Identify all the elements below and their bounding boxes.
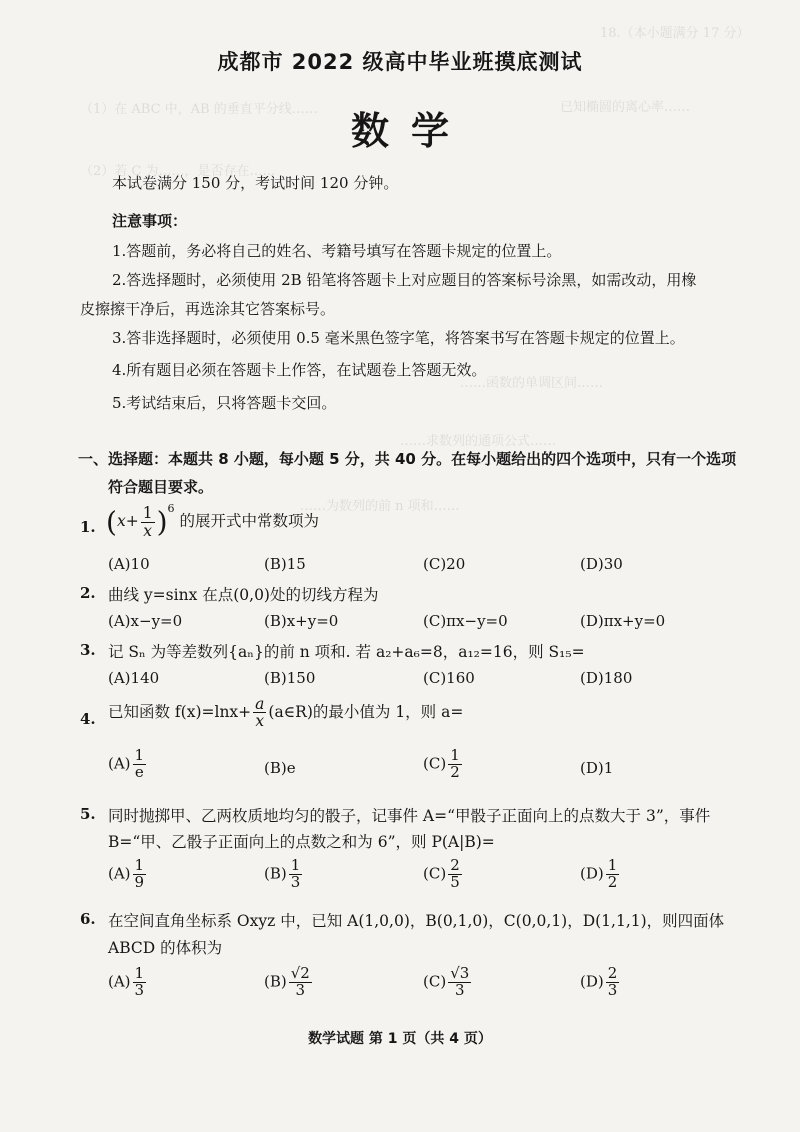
notice-item: 皮擦擦干净后，再选涂其它答案标号。	[80, 300, 336, 318]
bleed-through-text: ……函数的单调区间……	[460, 376, 604, 391]
question-3-stem: 记 Sₙ 为等差数列{aₙ}的前 n 项和. 若 a₂+a₆=8，a₁₂=16，则 S₁₅=	[108, 643, 585, 661]
option-b: (B) $\frac{1}{3}$	[264, 856, 301, 891]
option-b: (B)15	[264, 555, 306, 573]
question-number: 2.	[80, 584, 96, 602]
exam-info: 本试卷满分 150 分，考试时间 120 分钟。	[112, 174, 399, 192]
page-footer: 数学试题 第 1 页（共 4 页）	[308, 1031, 492, 1047]
option-d: (D)30	[580, 555, 623, 573]
question-number: 6.	[80, 910, 96, 928]
question-5-line1: 同时抛掷甲、乙两枚质地均匀的骰子，记事件 A=“甲骰子正面向上的点数大于 3”，事件	[108, 807, 711, 825]
fraction-numerator: a	[255, 695, 265, 713]
option-c: (C)20	[423, 555, 466, 573]
fraction	[253, 696, 266, 730]
option-a: (A)10	[108, 555, 150, 573]
option-c: (C)160	[423, 669, 475, 687]
section-heading-cont: 符合题目要求。	[108, 478, 214, 496]
option-c: (C) $\frac{√3}{3}$	[423, 964, 470, 999]
fraction-denominator: x	[143, 521, 152, 540]
option-c: (C) $\frac{2}{5}$	[423, 856, 460, 891]
option-a: (A) $\frac{1}{3}$	[108, 964, 145, 999]
bleed-through-text: ……求数列的通项公式……	[400, 434, 557, 449]
option-d: (D)180	[580, 669, 633, 687]
option-d: (D) $\frac{2}{3}$	[580, 964, 618, 999]
question-6-line1: 在空间直角坐标系 Oxyz 中，已知 A(1,0,0)，B(0,1,0)，C(0,0,1)，D(1,1,1)，则四面体	[108, 912, 725, 930]
option-a: (A)140	[108, 669, 160, 687]
notice-item: 1.答题前，务必将自己的姓名、考籍号填写在答题卡规定的位置上。	[112, 242, 562, 260]
fraction-denominator: x	[255, 712, 265, 731]
notice-item: 3.答非选择题时，必须使用 0.5 毫米黑色签字笔，将答案书写在答题卡规定的位置上。	[112, 329, 685, 347]
question-4-stem	[108, 696, 463, 730]
notice-item: 5.考试结束后，只将答题卡交回。	[112, 394, 337, 412]
fraction-numerator: 1	[142, 504, 153, 523]
notice-heading: 注意事项：	[112, 212, 188, 230]
option-c: (C) $\frac{1}{2}$	[423, 746, 460, 781]
question-1-stem	[106, 502, 319, 539]
notice-item: 4.所有题目必须在答题卡上作答，在试题卷上答题无效。	[112, 361, 487, 379]
exponent: 6	[167, 502, 175, 515]
exam-title: 成都市 2022 级高中毕业班摸底测试	[217, 50, 583, 74]
option-b: (B) $\frac{√2}{3}$	[264, 964, 310, 999]
option-b: (B)e	[264, 759, 296, 777]
paren-close: )	[156, 505, 168, 539]
bleed-through-text: （2）若 C 为……，是否存在……	[80, 164, 276, 179]
math-op: +	[125, 512, 139, 530]
option-b: (B)x+y=0	[264, 612, 339, 630]
fraction	[141, 505, 155, 539]
section-heading: 一、选择题：本题共 8 小题，每小题 5 分，共 40 分。在每小题给出的四个选项中，只有一个选项	[78, 450, 737, 468]
math-var: x	[116, 512, 126, 530]
bleed-through-text: 18.（本小题满分 17 分）	[600, 26, 750, 41]
question-text: (a∈R)的最小值为 1，则 a=	[268, 702, 464, 721]
question-number: 5.	[80, 805, 96, 823]
bleed-through-text: ……为数列的前 n 项和……	[300, 499, 460, 514]
bleed-through-text: 已知椭圆的离心率……	[560, 100, 691, 115]
question-number: 3.	[80, 641, 96, 659]
bleed-through-text: （1）在 ABC 中，AB 的垂直平分线……	[80, 102, 318, 117]
option-a: (A) $\frac{1}{9}$	[108, 856, 145, 891]
question-2-stem: 曲线 y=sinx 在点(0,0)处的切线方程为	[108, 586, 379, 604]
question-text: 已知函数 f(x)=lnx+	[108, 702, 252, 721]
subject-title: 数学	[350, 109, 471, 153]
notice-item: 2.答选择题时，必须使用 2B 铅笔将答题卡上对应题目的答案标号涂黑，如需改动，用橡	[112, 271, 697, 289]
question-6-line2: ABCD 的体积为	[108, 939, 223, 957]
question-5-line2: B=“甲、乙骰子正面向上的点数之和为 6”，则 P(A|B)=	[108, 833, 495, 851]
option-a: (A)x−y=0	[108, 612, 183, 630]
question-text: 的展开式中常数项为	[179, 512, 319, 530]
option-a: (A) $\frac{1}{e}$	[108, 746, 145, 781]
question-number: 4.	[80, 710, 96, 728]
option-d: (D)πx+y=0	[580, 612, 666, 630]
option-b: (B)150	[264, 669, 316, 687]
option-d: (D) $\frac{1}{2}$	[580, 856, 618, 891]
option-c: (C)πx−y=0	[423, 612, 508, 630]
option-d: (D)1	[580, 759, 614, 777]
question-number: 1.	[80, 518, 96, 536]
paren-open: (	[106, 505, 117, 539]
